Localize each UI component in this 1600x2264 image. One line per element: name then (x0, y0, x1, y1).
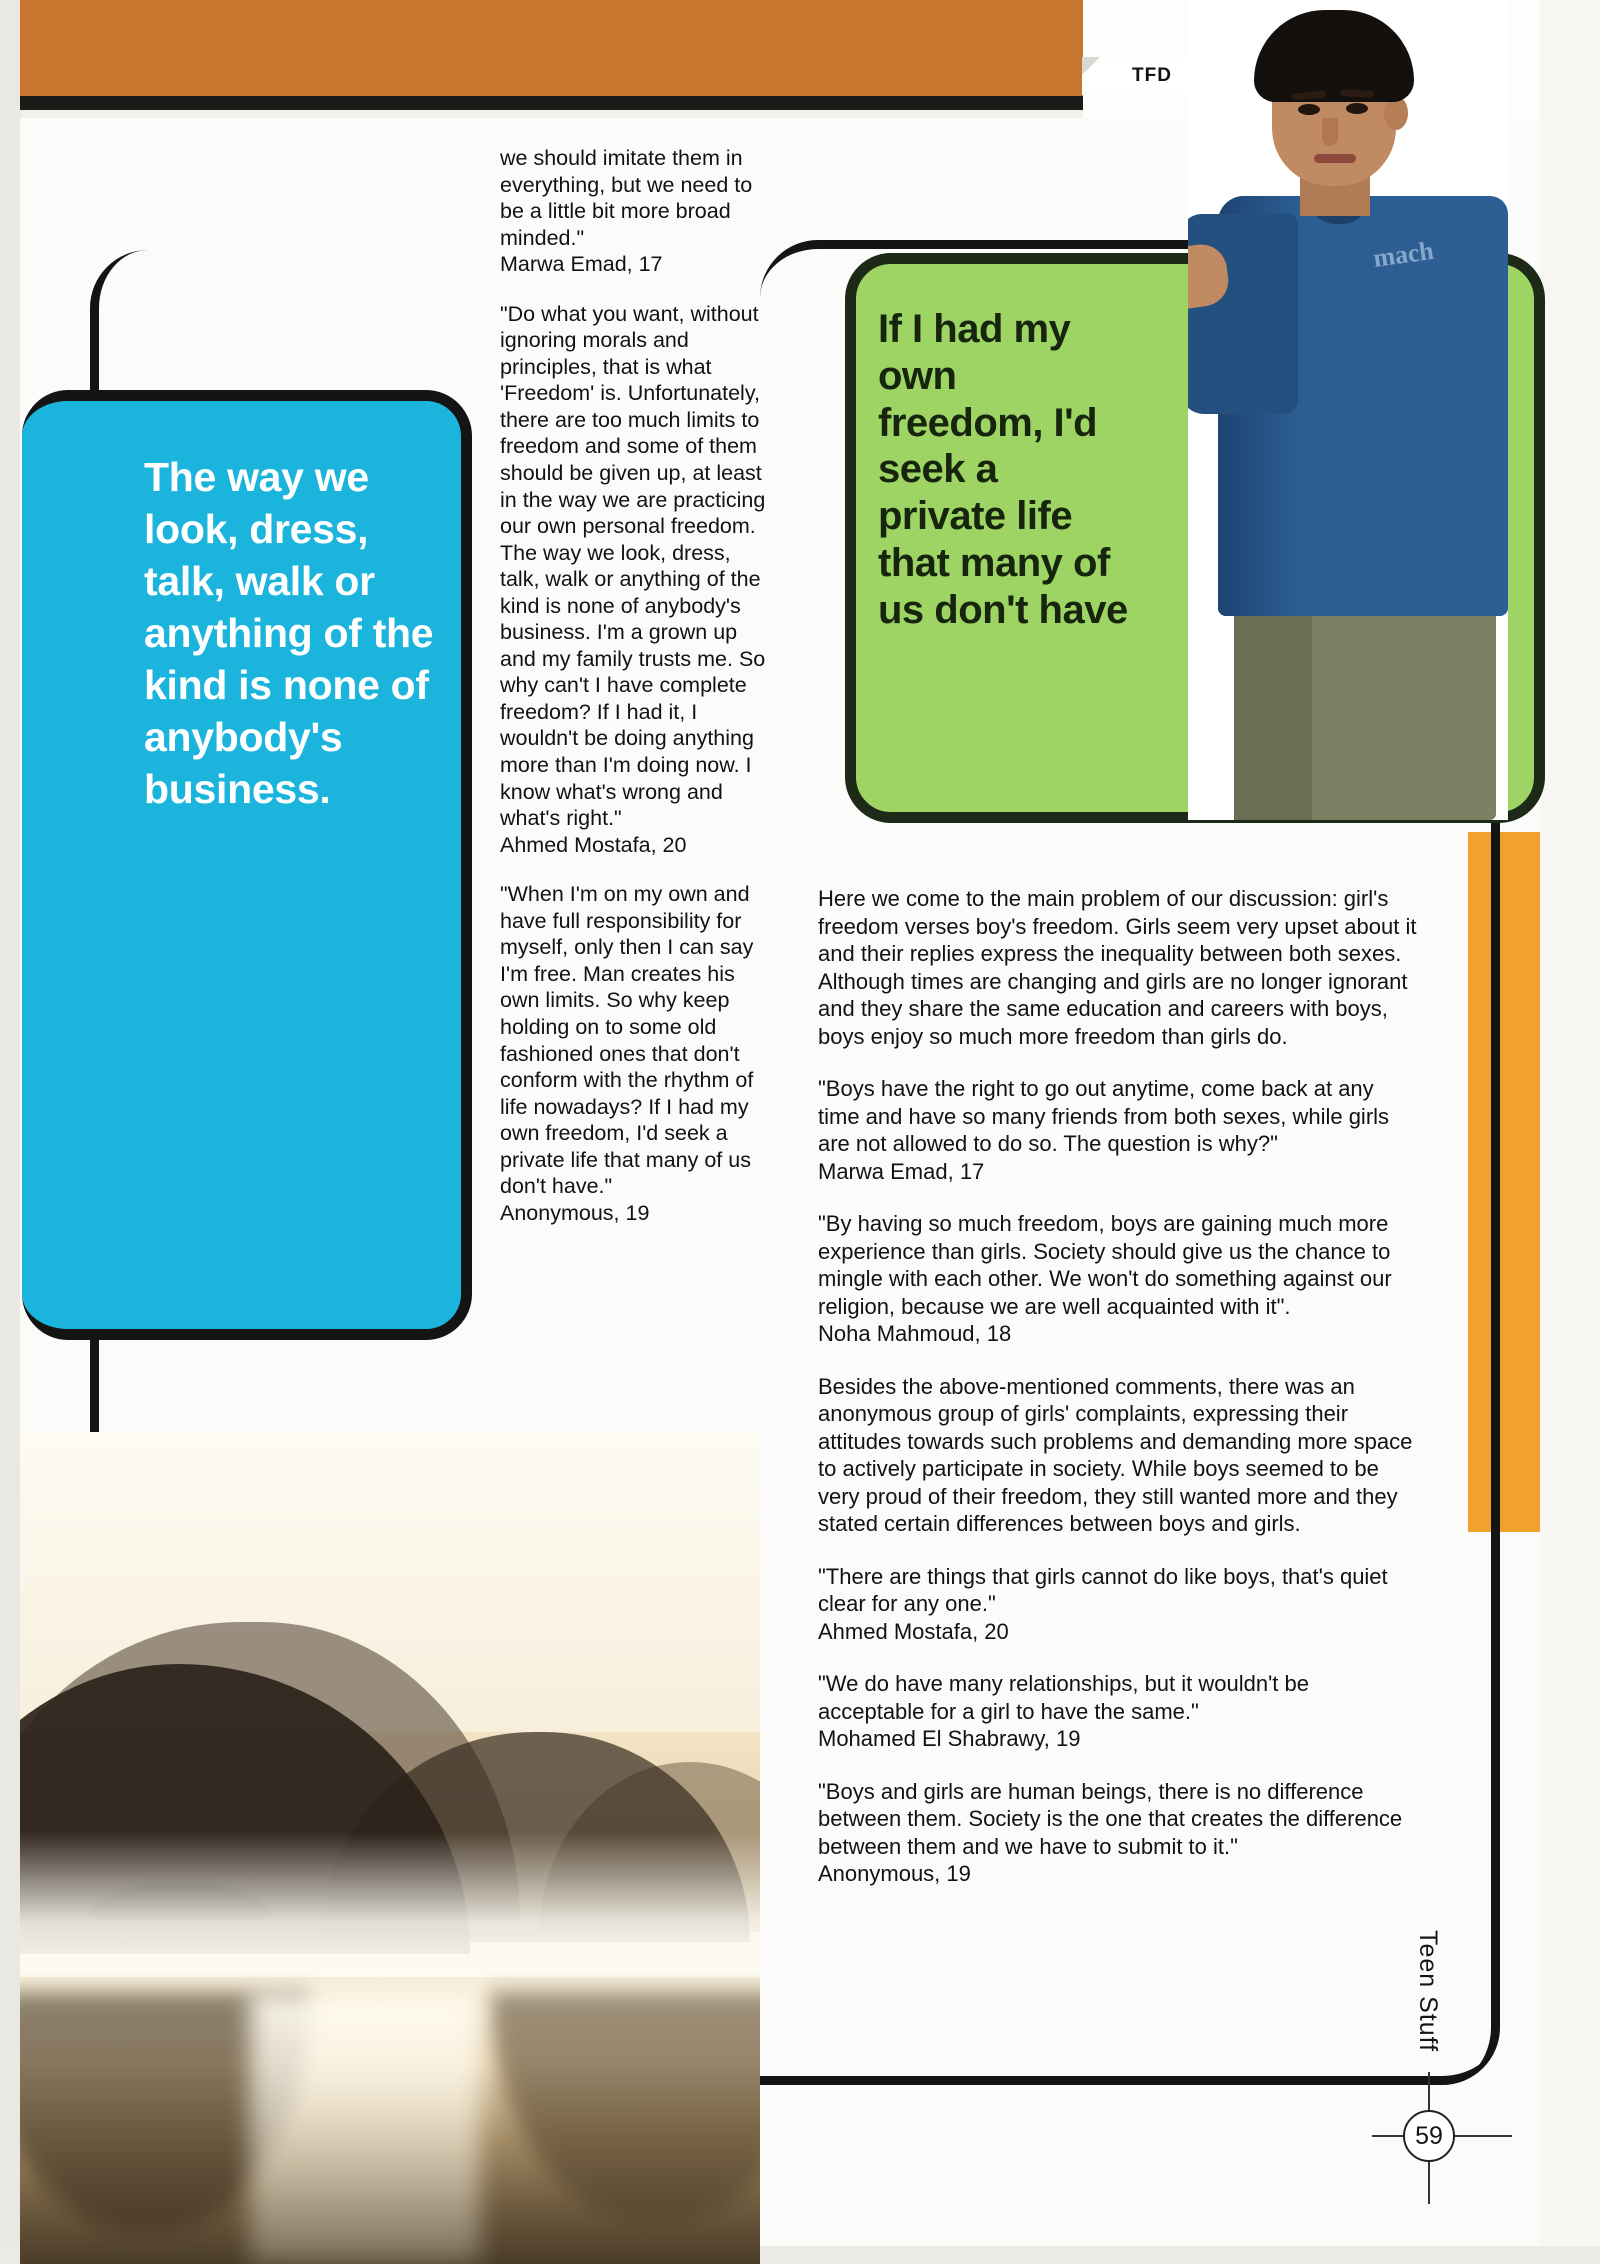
boy-nose (1322, 118, 1338, 146)
green-pullquote-text: If I had my own freedom, I'd seek a private life that many of us don't have (878, 307, 1128, 632)
boy-tshirt-print: mach (1371, 235, 1436, 273)
landscape-photo (20, 1432, 760, 2264)
tfd-label: TFD (1132, 65, 1172, 86)
paragraph: Here we come to the main problem of our discussion: girl's freedom verses boy's freedom. Girls seem very upset about it and their replies express the inequality between both sexes. Although times are changing and girls are no longer ignorant and they share the same education and careers with boys, boys enjoy so much more freedom than girls do. (818, 886, 1417, 1049)
paragraph: "We do have many relationships, but it wouldn't be acceptable for a girl to have the same." Mohamed El Shabrawy, 19 (818, 1671, 1309, 1751)
cyan-pullquote-box (22, 390, 472, 1340)
top-brown-band (20, 0, 1083, 100)
boy-eye-left (1298, 104, 1320, 115)
paragraph: we should imitate them in everything, but we need to be a little bit more broad minded." Marwa Emad, 17 (500, 146, 753, 277)
right-text-column (818, 885, 1418, 1913)
boy-eye-right (1346, 103, 1368, 114)
right-orange-band (1468, 832, 1540, 1532)
page-number: 59 (1415, 2121, 1443, 2150)
boy-trousers-shadow (1234, 600, 1312, 820)
paragraph: "By having so much freedom, boys are gaining much more experience than girls. Society should give us the chance to mingle with each other. We won't do something against our religion, because we are well acquainted with it". Noha Mahmoud, 18 (818, 1211, 1392, 1346)
scan-left-edge (0, 0, 22, 2264)
left-text-column (500, 145, 772, 1249)
tfd-fold-corner-icon (1082, 57, 1100, 75)
boy-photo (1188, 0, 1508, 820)
paragraph: "Do what you want, without ignoring morals and principles, that is what 'Freedom' is. Unfortunately, there are too much limits to freedom and some of them should be given up, at least in the way we are practicing our own personal freedom. The way we look, dress, talk, walk or anything of the kind is none of anybody's business. I'm a grown up and my family trusts me. So why can't I have complete freedom? If I had it, I wouldn't be doing anything more than I'm doing now. I know what's wrong and what's right." Ahmed Mostafa, 20 (500, 301, 766, 857)
boy-mouth (1314, 154, 1356, 163)
paragraph: "Boys have the right to go out anytime, come back at any time and have so many friends from both sexes, while girls are not allowed to do so. The question is why?" Marwa Emad, 17 (818, 1076, 1390, 1184)
paragraph: Besides the above-mentioned comments, there was an anonymous group of girls' complaints, expressing their attitudes towards such problems and demanding more space to actively participate in society. While boys seemed to be very proud of their freedom, they still wanted more and they stated certain differences between boys and girls. (818, 1373, 1413, 1536)
landscape-water-glare (250, 1992, 480, 2264)
tfd-flag (1082, 57, 1222, 95)
scan-right-edge (1540, 0, 1600, 2264)
paragraph: "There are things that girls cannot do like boys, that's quiet clear for any one." Ahmed Mostafa, 20 (818, 1563, 1388, 1644)
paragraph: "When I'm on my own and have full responsibility for myself, only then I can say I'm free. Man creates his own limits. So why keep holding on to some old fashioned ones that don't conform with the rhythm of life nowadays? If I had my own freedom, I'd seek a private life that many of us don't have." Anonymous, 19 (500, 882, 754, 1225)
cyan-pullquote-text: The way we look, dress, talk, walk or anything of the kind is none of anybody's business. (144, 454, 434, 813)
top-band-shadow (20, 96, 1083, 110)
magazine-name-vertical: Teen Stuff (1414, 1930, 1442, 2053)
paragraph: "Boys and girls are human beings, there is no difference between them. Society is the one that creates the difference between them and we have to submit to it." Anonymous, 19 (818, 1778, 1403, 1886)
page-number-badge (1403, 2110, 1455, 2162)
